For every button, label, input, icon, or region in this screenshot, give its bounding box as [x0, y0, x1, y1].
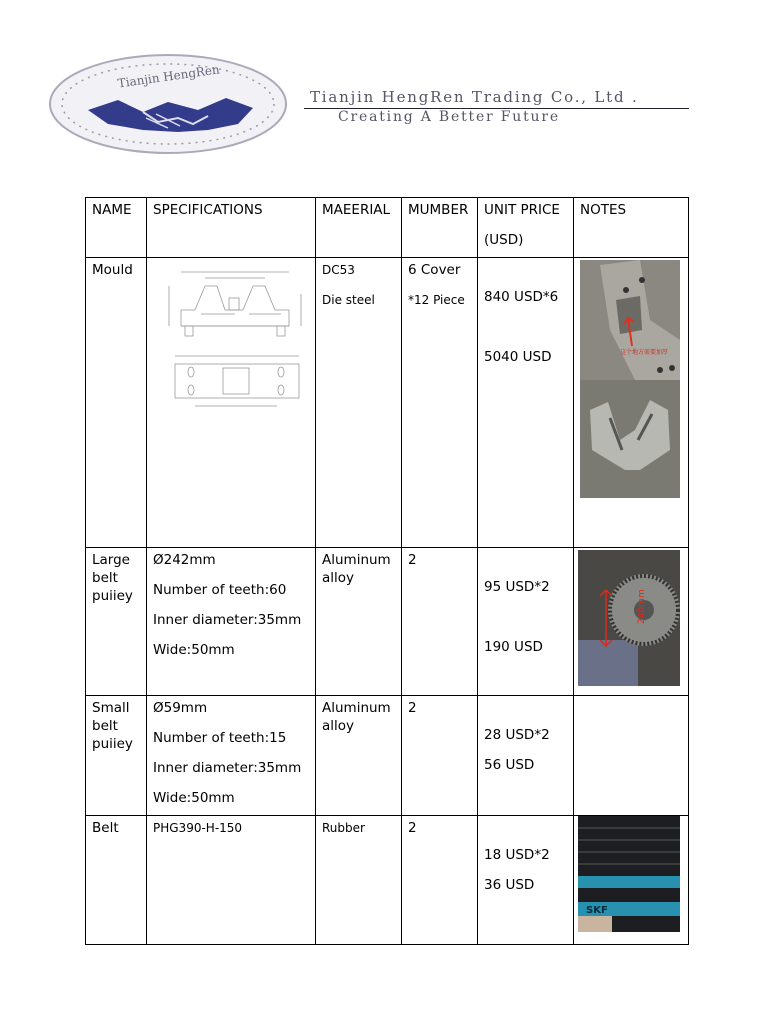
- mould-photo-caption: 这个地方需要加厚: [620, 349, 669, 356]
- belt-photo: [578, 816, 680, 932]
- row-unit-price: 95 USD*2: [484, 579, 550, 595]
- header-name: NAME: [92, 202, 132, 218]
- company-name: Tianjin HengRen Trading Co., Ltd .: [310, 88, 639, 106]
- row-name: Small belt puiiey: [92, 700, 133, 752]
- row-number: 2: [408, 552, 417, 568]
- table-row: [86, 548, 689, 696]
- large-pulley-photo: [578, 550, 680, 686]
- row-spec: Wide:50mm: [153, 642, 235, 658]
- row-spec: PHG390-H-150: [153, 821, 243, 835]
- row-unit-price: 18 USD*2: [484, 847, 550, 863]
- header-number: MUMBER: [408, 202, 469, 218]
- row-name: Large belt puiiey: [92, 552, 133, 604]
- company-header: [304, 88, 689, 125]
- row-total-price: 190 USD: [484, 639, 543, 655]
- row-spec: Number of teeth:15: [153, 730, 287, 746]
- mould-photo-top: [580, 260, 680, 380]
- row-material: Rubber: [322, 821, 365, 835]
- row-number: 6 Cover: [408, 262, 461, 278]
- company-logo: [48, 52, 298, 156]
- table-header-row: [86, 198, 689, 258]
- row-spec: Ø59mm: [153, 700, 208, 716]
- table-row: [86, 816, 689, 945]
- product-table: [85, 197, 689, 945]
- belt-brand-label: SKF: [586, 905, 608, 916]
- mould-drawing: [161, 264, 311, 419]
- row-name: Mould: [92, 262, 133, 278]
- row-total-price: 36 USD: [484, 877, 535, 893]
- row-unit-price: 840 USD*6: [484, 289, 559, 305]
- row-total-price: 56 USD: [484, 757, 535, 773]
- row-number: 2: [408, 820, 417, 836]
- row-unit-price: 28 USD*2: [484, 727, 550, 743]
- row-material-detail: Die steel: [322, 293, 375, 307]
- row-spec: Wide:50mm: [153, 790, 235, 806]
- header-unit-price: UNIT PRICE (USD): [484, 202, 560, 248]
- header-material: MAEERIAL: [322, 202, 391, 218]
- row-spec: Inner diameter:35mm: [153, 760, 302, 776]
- row-spec: Inner diameter:35mm: [153, 612, 302, 628]
- row-total-price: 5040 USD: [484, 349, 552, 365]
- pulley-photo-label: 240mm: [637, 589, 647, 624]
- row-material: DC53: [322, 263, 355, 277]
- table-row: [86, 258, 689, 548]
- row-material: Aluminum alloy: [322, 552, 391, 586]
- row-material: Aluminum alloy: [322, 700, 391, 734]
- row-spec: Number of teeth:60: [153, 582, 287, 598]
- logo-text: Tianjin HengRen: [116, 62, 221, 91]
- row-name: Belt: [92, 820, 119, 836]
- table-row: [86, 696, 689, 816]
- row-number: 2: [408, 700, 417, 716]
- header-specifications: SPECIFICATIONS: [153, 202, 263, 218]
- header-notes: NOTES: [580, 202, 627, 218]
- row-number-detail: *12 Piece: [408, 293, 465, 307]
- row-spec: Ø242mm: [153, 552, 216, 568]
- mould-photo-bottom: [580, 380, 680, 498]
- company-slogan: Creating A Better Future: [338, 109, 560, 125]
